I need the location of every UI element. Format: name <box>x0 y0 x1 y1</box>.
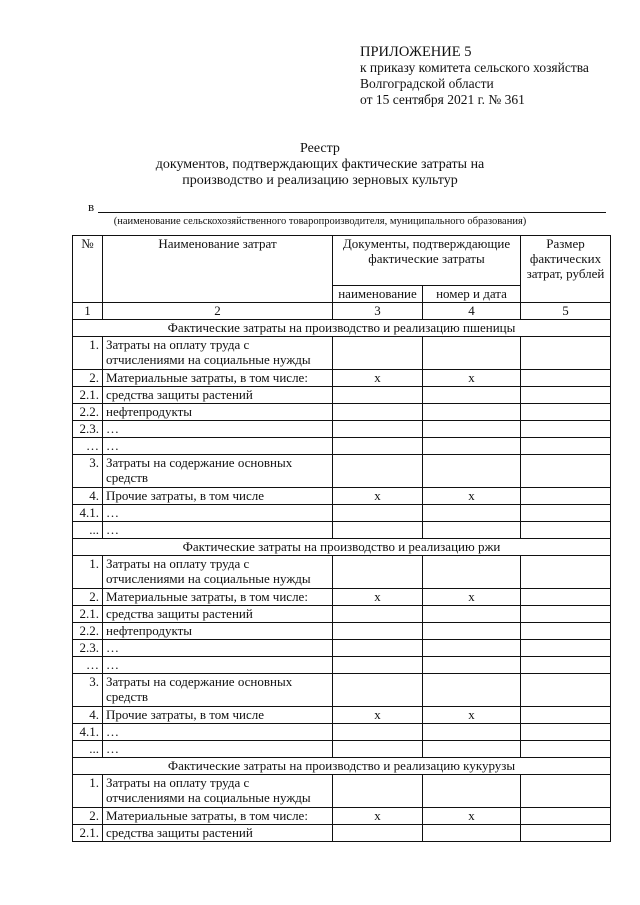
header-row <box>73 236 611 286</box>
table-row <box>73 808 611 825</box>
table-row <box>73 775 611 808</box>
row-doc-num-cell[interactable] <box>423 438 521 455</box>
appendix-header <box>360 44 630 108</box>
row-doc-name-cell[interactable] <box>333 724 423 741</box>
row-doc-num-cell[interactable] <box>423 387 521 404</box>
row-doc-num-cell[interactable] <box>423 657 521 674</box>
row-amount-cell[interactable] <box>521 741 611 758</box>
table-row <box>73 488 611 505</box>
row-doc-num-cell[interactable] <box>423 741 521 758</box>
row-doc-num-cell[interactable]: х <box>423 707 521 724</box>
document-title <box>0 141 640 189</box>
row-expense-name: … <box>103 438 333 455</box>
row-amount-cell[interactable] <box>521 387 611 404</box>
row-doc-name-cell[interactable] <box>333 522 423 539</box>
table-row <box>73 404 611 421</box>
table-row <box>73 387 611 404</box>
table-row <box>73 589 611 606</box>
row-doc-num-cell[interactable] <box>423 556 521 589</box>
row-number: 1. <box>73 556 103 589</box>
producer-fill-line[interactable] <box>98 212 606 213</box>
row-amount-cell[interactable] <box>521 589 611 606</box>
table-row <box>73 674 611 707</box>
row-number: 4. <box>73 707 103 724</box>
row-expense-name: нефтепродукты <box>103 404 333 421</box>
row-number: ... <box>73 741 103 758</box>
row-doc-num-cell[interactable] <box>423 674 521 707</box>
row-expense-name: Затраты на содержание основных средств <box>103 674 333 707</box>
row-doc-num-cell[interactable] <box>423 404 521 421</box>
row-number: 1. <box>73 337 103 370</box>
column-numbers-row <box>73 303 611 320</box>
row-doc-num-cell[interactable] <box>423 505 521 522</box>
header-size: Размер фактических затрат, рублей <box>521 236 611 303</box>
row-amount-cell[interactable] <box>521 707 611 724</box>
producer-prefix: в <box>88 199 95 214</box>
row-amount-cell[interactable] <box>521 505 611 522</box>
row-doc-num-cell[interactable] <box>423 522 521 539</box>
table-row <box>73 505 611 522</box>
row-amount-cell[interactable] <box>521 438 611 455</box>
row-amount-cell[interactable] <box>521 657 611 674</box>
row-doc-name-cell[interactable]: х <box>333 589 423 606</box>
section-title: Фактические затраты на производство и реализацию ржи <box>73 539 611 556</box>
appendix-order-ref: к приказу комитета сельского хозяйства <box>360 60 589 75</box>
section-row <box>73 539 611 556</box>
row-doc-name-cell[interactable] <box>333 775 423 808</box>
table-row <box>73 438 611 455</box>
row-doc-num-cell[interactable] <box>423 825 521 842</box>
row-doc-num-cell[interactable] <box>423 623 521 640</box>
row-number: ... <box>73 522 103 539</box>
table-row <box>73 455 611 488</box>
col-number: 2 <box>103 303 333 320</box>
col-number: 3 <box>333 303 423 320</box>
row-expense-name: Затраты на содержание основных средств <box>103 455 333 488</box>
row-expense-name: Затраты на оплату труда с отчислениями на социальные нужды <box>103 556 333 589</box>
row-expense-name: нефтепродукты <box>103 623 333 640</box>
row-expense-name: … <box>103 522 333 539</box>
row-expense-name: Прочие затраты, в том числе <box>103 707 333 724</box>
row-doc-num-cell[interactable]: х <box>423 589 521 606</box>
row-amount-cell[interactable] <box>521 522 611 539</box>
row-number: 2. <box>73 370 103 387</box>
row-number: 3. <box>73 455 103 488</box>
row-number: 2.1. <box>73 825 103 842</box>
col-number: 1 <box>73 303 103 320</box>
row-amount-cell[interactable] <box>521 825 611 842</box>
table-row <box>73 556 611 589</box>
row-expense-name: … <box>103 640 333 657</box>
row-amount-cell[interactable] <box>521 623 611 640</box>
col-number: 5 <box>521 303 611 320</box>
title-line-3: производство и реализацию зерновых культур <box>182 173 458 188</box>
row-expense-name: Материальные затраты, в том числе: <box>103 808 333 825</box>
producer-caption: (наименование сельскохозяйственного товаропроизводителя, муниципального образования) <box>113 216 527 227</box>
row-expense-name: … <box>103 741 333 758</box>
row-amount-cell[interactable] <box>521 640 611 657</box>
row-amount-cell[interactable] <box>521 404 611 421</box>
row-doc-name-cell[interactable] <box>333 825 423 842</box>
row-doc-name-cell[interactable] <box>333 404 423 421</box>
row-number: 2.2. <box>73 623 103 640</box>
row-amount-cell[interactable] <box>521 455 611 488</box>
row-expense-name: … <box>103 421 333 438</box>
row-doc-name-cell[interactable]: х <box>333 370 423 387</box>
row-doc-name-cell[interactable] <box>333 606 423 623</box>
row-doc-num-cell[interactable] <box>423 640 521 657</box>
appendix-region: Волгоградской области <box>360 76 494 91</box>
appendix-number: ПРИЛОЖЕНИЕ 5 <box>360 44 472 60</box>
row-number: 2.2. <box>73 404 103 421</box>
row-doc-name-cell[interactable] <box>333 438 423 455</box>
registry-table <box>72 235 611 842</box>
row-number: 2.1. <box>73 606 103 623</box>
row-doc-num-cell[interactable]: х <box>423 488 521 505</box>
table-row <box>73 724 611 741</box>
row-number: 2. <box>73 808 103 825</box>
row-expense-name: Затраты на оплату труда с отчислениями на социальные нужды <box>103 337 333 370</box>
table-row <box>73 421 611 438</box>
row-doc-num-cell[interactable]: х <box>423 808 521 825</box>
row-doc-name-cell[interactable] <box>333 674 423 707</box>
row-doc-name-cell[interactable] <box>333 623 423 640</box>
row-number: … <box>73 438 103 455</box>
table-row <box>73 825 611 842</box>
row-doc-num-cell[interactable]: х <box>423 370 521 387</box>
row-doc-name-cell[interactable]: х <box>333 808 423 825</box>
row-doc-name-cell[interactable] <box>333 657 423 674</box>
row-amount-cell[interactable] <box>521 724 611 741</box>
row-doc-name-cell[interactable]: х <box>333 707 423 724</box>
section-row <box>73 758 611 775</box>
row-number: 2.3. <box>73 640 103 657</box>
table-row <box>73 640 611 657</box>
row-number: 4.1. <box>73 724 103 741</box>
header-doc-name: наименование <box>333 285 423 302</box>
table-row <box>73 370 611 387</box>
row-expense-name: Затраты на оплату труда с отчислениями на социальные нужды <box>103 775 333 808</box>
section-title: Фактические затраты на производство и реализацию пшеницы <box>73 320 611 337</box>
row-expense-name: Материальные затраты, в том числе: <box>103 370 333 387</box>
row-doc-num-cell[interactable] <box>423 337 521 370</box>
row-expense-name: средства защиты растений <box>103 825 333 842</box>
appendix-date: от 15 сентября 2021 г. № 361 <box>360 92 525 107</box>
row-expense-name: … <box>103 724 333 741</box>
row-number: 3. <box>73 674 103 707</box>
table-row <box>73 522 611 539</box>
table-row <box>73 606 611 623</box>
section-title: Фактические затраты на производство и реализацию кукурузы <box>73 758 611 775</box>
row-doc-name-cell[interactable] <box>333 337 423 370</box>
row-amount-cell[interactable] <box>521 556 611 589</box>
row-number: 4.1. <box>73 505 103 522</box>
row-doc-name-cell[interactable] <box>333 421 423 438</box>
row-number: 2.1. <box>73 387 103 404</box>
row-amount-cell[interactable] <box>521 421 611 438</box>
row-number: 4. <box>73 488 103 505</box>
row-amount-cell[interactable] <box>521 488 611 505</box>
header-doc-num: номер и дата <box>423 285 521 302</box>
row-doc-name-cell[interactable] <box>333 640 423 657</box>
table-row <box>73 337 611 370</box>
row-doc-num-cell[interactable] <box>423 606 521 623</box>
row-doc-num-cell[interactable] <box>423 775 521 808</box>
row-doc-name-cell[interactable] <box>333 387 423 404</box>
row-number: 2. <box>73 589 103 606</box>
col-number: 4 <box>423 303 521 320</box>
row-amount-cell[interactable] <box>521 606 611 623</box>
title-line-2: документов, подтверждающих фактические затраты на <box>155 157 485 172</box>
row-expense-name: … <box>103 505 333 522</box>
row-amount-cell[interactable] <box>521 337 611 370</box>
row-doc-name-cell[interactable] <box>333 455 423 488</box>
row-expense-name: … <box>103 657 333 674</box>
row-amount-cell[interactable] <box>521 674 611 707</box>
header-docs: Документы, подтверждающие фактические затраты <box>333 236 521 286</box>
row-amount-cell[interactable] <box>521 808 611 825</box>
title-line-1: Реестр <box>300 141 340 156</box>
table-row <box>73 707 611 724</box>
row-number: 2.3. <box>73 421 103 438</box>
row-amount-cell[interactable] <box>521 370 611 387</box>
row-doc-name-cell[interactable] <box>333 556 423 589</box>
row-doc-num-cell[interactable] <box>423 455 521 488</box>
section-row <box>73 320 611 337</box>
row-doc-num-cell[interactable] <box>423 724 521 741</box>
row-doc-name-cell[interactable]: х <box>333 488 423 505</box>
row-number: … <box>73 657 103 674</box>
row-expense-name: Материальные затраты, в том числе: <box>103 589 333 606</box>
row-doc-name-cell[interactable] <box>333 741 423 758</box>
row-expense-name: средства защиты растений <box>103 606 333 623</box>
row-expense-name: средства защиты растений <box>103 387 333 404</box>
table-row <box>73 657 611 674</box>
table-row <box>73 623 611 640</box>
row-doc-name-cell[interactable] <box>333 505 423 522</box>
header-name: Наименование затрат <box>103 236 333 303</box>
row-expense-name: Прочие затраты, в том числе <box>103 488 333 505</box>
header-num: № <box>73 236 103 303</box>
table-row <box>73 741 611 758</box>
row-amount-cell[interactable] <box>521 775 611 808</box>
row-number: 1. <box>73 775 103 808</box>
row-doc-num-cell[interactable] <box>423 421 521 438</box>
